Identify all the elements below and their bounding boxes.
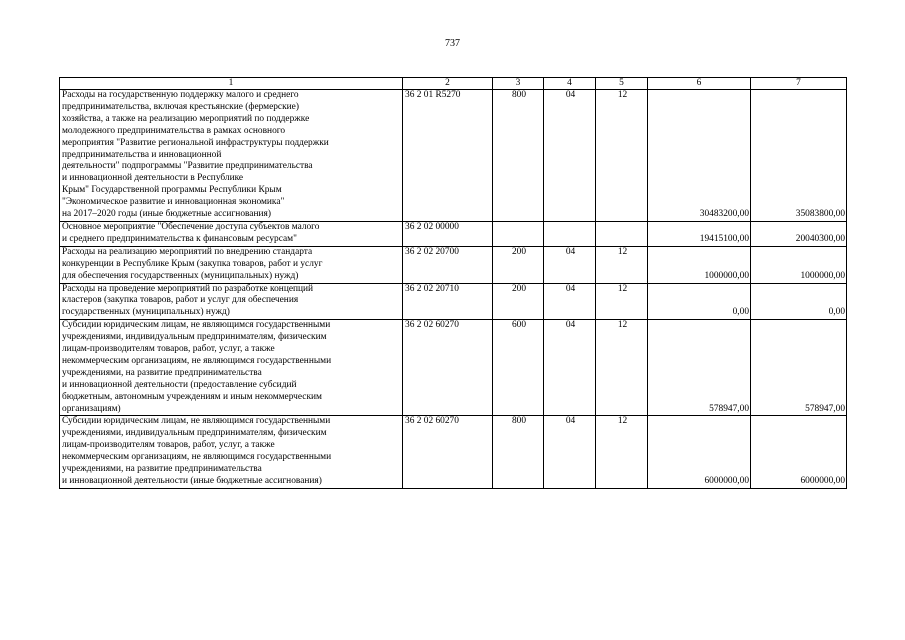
table-row <box>60 246 847 283</box>
amount-col-6: 0,00 <box>648 283 751 320</box>
table-row <box>60 221 847 246</box>
column-header: 2 <box>403 78 493 90</box>
column-header: 7 <box>751 78 847 90</box>
budget-table <box>59 77 847 489</box>
target-code: 36 2 02 20710 <box>403 283 493 320</box>
amount-col-7: 35083800,00 <box>751 90 847 222</box>
expense-name: Субсидии юридическим лицам, не являющимся государственными учреждениями, индивидуальным предпринимателям, физическим лицам-производителям товаров, работ, услуг, а также некоммерческим организациям, не являющимся государственными учреждениями, на развитие предпринимательства и инновационной деятельности (предоставление субсидий бюджетным, автономным учреждениям и иным некоммерческим организациям) <box>60 320 403 416</box>
amount-col-6: 30483200,00 <box>648 90 751 222</box>
column-header: 4 <box>544 78 596 90</box>
target-code: 36 2 02 20700 <box>403 246 493 283</box>
expense-name: Расходы на проведение мероприятий по разработке концепций кластеров (закупка товаров, работ и услуг для обеспечения государственных (муниципальных) нужд) <box>60 283 403 320</box>
subsection-code: 12 <box>596 416 648 488</box>
section-code: 04 <box>544 90 596 222</box>
target-code: 36 2 02 60270 <box>403 320 493 416</box>
section-code: 04 <box>544 283 596 320</box>
amount-col-7: 20040300,00 <box>751 221 847 246</box>
section-code <box>544 221 596 246</box>
subsection-code: 12 <box>596 283 648 320</box>
subsection-code <box>596 221 648 246</box>
table-row <box>60 320 847 416</box>
expense-name: Расходы на реализацию мероприятий по внедрению стандарта конкуренции в Республике Крым (закупка товаров, работ и услуг для обеспечения государственных (муниципальных) нужд) <box>60 246 403 283</box>
section-code: 04 <box>544 320 596 416</box>
table-row <box>60 90 847 222</box>
table-row <box>60 283 847 320</box>
column-header: 5 <box>596 78 648 90</box>
subsection-code: 12 <box>596 90 648 222</box>
amount-col-7: 578947,00 <box>751 320 847 416</box>
column-header: 6 <box>648 78 751 90</box>
target-code: 36 2 02 60270 <box>403 416 493 488</box>
table-row <box>60 416 847 488</box>
column-header: 1 <box>60 78 403 90</box>
section-code: 04 <box>544 246 596 283</box>
amount-col-7: 6000000,00 <box>751 416 847 488</box>
page-number: 737 <box>445 38 460 49</box>
amount-col-6: 6000000,00 <box>648 416 751 488</box>
amount-col-7: 1000000,00 <box>751 246 847 283</box>
amount-col-7: 0,00 <box>751 283 847 320</box>
column-header-row <box>60 78 847 90</box>
amount-col-6: 578947,00 <box>648 320 751 416</box>
amount-col-6: 19415100,00 <box>648 221 751 246</box>
section-code: 04 <box>544 416 596 488</box>
expense-name: Расходы на государственную поддержку малого и среднего предпринимательства, включая крестьянские (фермерские) хозяйства, а также на реализацию мероприятий по поддержке молодежного предпринимательства в рамках основного мероприятия "Развитие региональной инфраструктуры поддержки предпринимательства и инновационной деятельности" подпрограммы "Развитие предпринимательства и инновационной деятельности в Республике Крым" Государственной программы Республики Крым "Экономическое развитие и инновационная экономика" на 2017–2020 годы (иные бюджетные ассигнования) <box>60 90 403 222</box>
expense-name: Основное мероприятие "Обеспечение доступа субъектов малого и среднего предпринимательства к финансовым ресурсам" <box>60 221 403 246</box>
target-code: 36 2 02 00000 <box>403 221 493 246</box>
target-code: 36 2 01 R5270 <box>403 90 493 222</box>
subsection-code: 12 <box>596 246 648 283</box>
expense-name: Субсидии юридическим лицам, не являющимся государственными учреждениями, индивидуальным предпринимателям, физическим лицам-производителям товаров, работ, услуг, а также некоммерческим организациям, не являющимся государственными учреждениями, на развитие предпринимательства и инновационной деятельности (иные бюджетные ассигнования) <box>60 416 403 488</box>
column-header: 3 <box>493 78 544 90</box>
subsection-code: 12 <box>596 320 648 416</box>
expense-type-code: 600 <box>493 320 544 416</box>
expense-type-code: 800 <box>493 416 544 488</box>
expense-type-code: 200 <box>493 283 544 320</box>
expense-type-code: 200 <box>493 246 544 283</box>
expense-type-code: 800 <box>493 90 544 222</box>
amount-col-6: 1000000,00 <box>648 246 751 283</box>
expense-type-code <box>493 221 544 246</box>
